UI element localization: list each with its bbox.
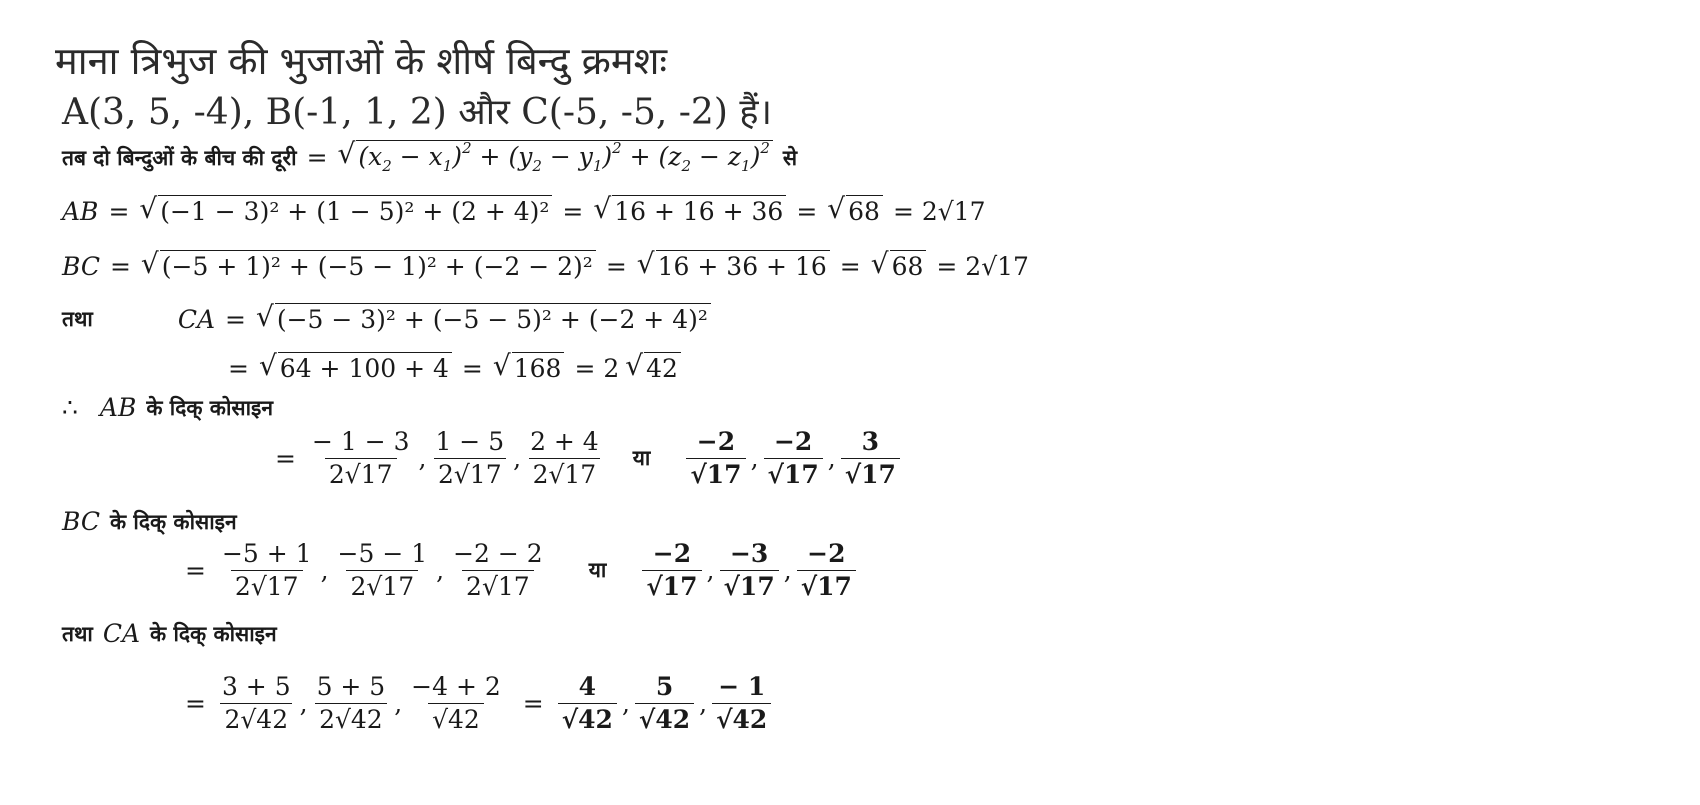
ab-dc-fractions: = $\frac{- 1 - 3}{2√17}$ , $\frac{1 - 5}{2√17}$ , $\frac{2 + 4}{2√17}$ या $\frac{-2}{√17}$ , $\frac{-2}{√17}$ , $\frac{3}{√17}$ bbox=[275, 428, 902, 488]
ab-dc-label: AB bbox=[99, 393, 137, 422]
ca-dc-tatha: तथा bbox=[62, 621, 93, 646]
distance-text: तब दो बिन्दुओं के बीच की दूरी bbox=[62, 145, 297, 170]
ab-frac-3: $\frac{2 + 4}{2√17}$ bbox=[530, 427, 599, 489]
heading-line-1: माना त्रिभुज की भुजाओं के शीर्ष बिन्दु क्रमशः bbox=[55, 39, 668, 83]
ca-frac-3: $\frac{-4 + 2}{√42}$ bbox=[411, 672, 501, 734]
bc-simp-3: $\frac{-2}{√17}$ bbox=[797, 540, 856, 600]
ab-simp-2: $\frac{-2}{√17}$ bbox=[764, 428, 823, 488]
bc-dc-label: BC bbox=[62, 507, 100, 536]
ab-val: 68 bbox=[846, 195, 883, 227]
bc-frac-1: $\frac{-5 + 1}{2√17}$ bbox=[221, 539, 312, 601]
se-text: से bbox=[782, 145, 798, 170]
ab-label: AB bbox=[62, 196, 99, 226]
bc-expr: (−5 + 1)² + (−5 − 1)² + (−2 − 2)² bbox=[160, 250, 596, 282]
ca-dc-label: CA bbox=[102, 619, 141, 648]
ca-expr: (−5 − 3)² + (−5 − 5)² + (−2 + 4)² bbox=[275, 303, 711, 335]
ab-frac-1: $\frac{- 1 - 3}{2√17}$ bbox=[311, 427, 410, 489]
bc-simp-2: $\frac{-3}{√17}$ bbox=[720, 540, 779, 600]
ca-frac-1: $\frac{3 + 5}{2√42}$ bbox=[221, 672, 291, 734]
ab-dc-heading bbox=[62, 393, 273, 422]
therefore-symbol: ∴ bbox=[62, 393, 78, 422]
ab-simp-1: $\frac{-2}{√17}$ bbox=[686, 428, 745, 488]
bc-frac-2: $\frac{-5 - 1}{2√17}$ bbox=[337, 539, 428, 601]
bc-dc-fractions: = $\frac{-5 + 1}{2√17}$ , $\frac{-5 - 1}{2√17}$ , $\frac{-2 - 2}{2√17}$ या $\frac{-2}{√17}$ , $\frac{-3}{√17}$ , $\frac{-2}{√17}$ bbox=[185, 540, 858, 600]
bc-val: 68 bbox=[890, 250, 927, 282]
ca-label: CA bbox=[177, 304, 216, 334]
tatha-label: तथा bbox=[62, 307, 93, 332]
ab-sum: 16 + 16 + 36 bbox=[612, 195, 786, 227]
ca-dc-heading bbox=[62, 619, 277, 648]
ab-dc-text: के दिक् कोसाइन bbox=[146, 395, 273, 420]
bc-label: BC bbox=[62, 251, 100, 281]
ca-dc-text: के दिक् कोसाइन bbox=[150, 621, 277, 646]
ab-result: √17 bbox=[937, 196, 986, 226]
ca-val: 168 bbox=[512, 352, 565, 384]
ya-text-1: या bbox=[632, 446, 651, 470]
ya-text-2: या bbox=[588, 558, 607, 582]
bc-sum: 16 + 36 + 16 bbox=[656, 250, 830, 282]
ab-simp-3: $\frac{3}{√17}$ bbox=[841, 428, 900, 488]
heading-line-2: A(3, 5, -4), B(-1, 1, 2) और C(-5, -5, -2) हैं। bbox=[62, 92, 773, 133]
bc-simp-1: $\frac{-2}{√17}$ bbox=[642, 540, 701, 600]
bc-result: √17 bbox=[981, 251, 1029, 281]
ca-dc-fractions: = $\frac{3 + 5}{2√42}$ , $\frac{5 + 5}{2√42}$ , $\frac{-4 + 2}{√42}$ = $\frac{4}{√42}$ , $\frac{5}{√42}$ , $\frac{- 1}{√42}$ bbox=[185, 673, 773, 733]
ca-distance-row-2: = √ 64 + 100 + 4 = √ 168 = 2 √ 42 bbox=[228, 352, 681, 384]
bc-frac-3: $\frac{-2 - 2}{2√17}$ bbox=[453, 539, 543, 601]
bc-dc-text: के दिक् कोसाइन bbox=[109, 509, 237, 534]
ca-frac-2: $\frac{5 + 5}{2√42}$ bbox=[316, 672, 386, 734]
ca-sum: 64 + 100 + 4 bbox=[278, 352, 452, 384]
ab-expr: (−1 − 3)² + (1 − 5)² + (2 + 4)² bbox=[158, 195, 552, 227]
ca-simp-2: $\frac{5}{√42}$ bbox=[635, 673, 694, 733]
ca-distance-row: तथा CA = √ (−5 − 3)² + (−5 − 5)² + (−2 + 4)² bbox=[62, 303, 711, 335]
distance-formula-row: तब दो बिन्दुओं के बीच की दूरी = √ $(x_2 - x_1)^2 + (y_2 - y_1)^2 + (z_2 - z_1)^2$ से bbox=[62, 137, 798, 175]
ab-frac-2: $\frac{1 - 5}{2√17}$ bbox=[435, 427, 505, 489]
ca-simp-1: $\frac{4}{√42}$ bbox=[558, 673, 617, 733]
ca-simp-3: $\frac{- 1}{√42}$ bbox=[712, 673, 771, 733]
bc-dc-heading bbox=[62, 507, 237, 536]
ab-distance-row: AB = √ (−1 − 3)² + (1 − 5)² + (2 + 4)² = √ 16 + 16 + 36 = √ 68 = 2 √17 bbox=[62, 192, 986, 226]
bc-distance-row: BC = √ (−5 + 1)² + (−5 − 1)² + (−2 − 2)² = √ 16 + 36 + 16 = √ 68 = 2 √17 bbox=[62, 247, 1029, 281]
distance-sqrt: √ $(x_2 - x_1)^2 + (y_2 - y_1)^2 + (z_2 - z_1)^2$ bbox=[338, 140, 773, 176]
